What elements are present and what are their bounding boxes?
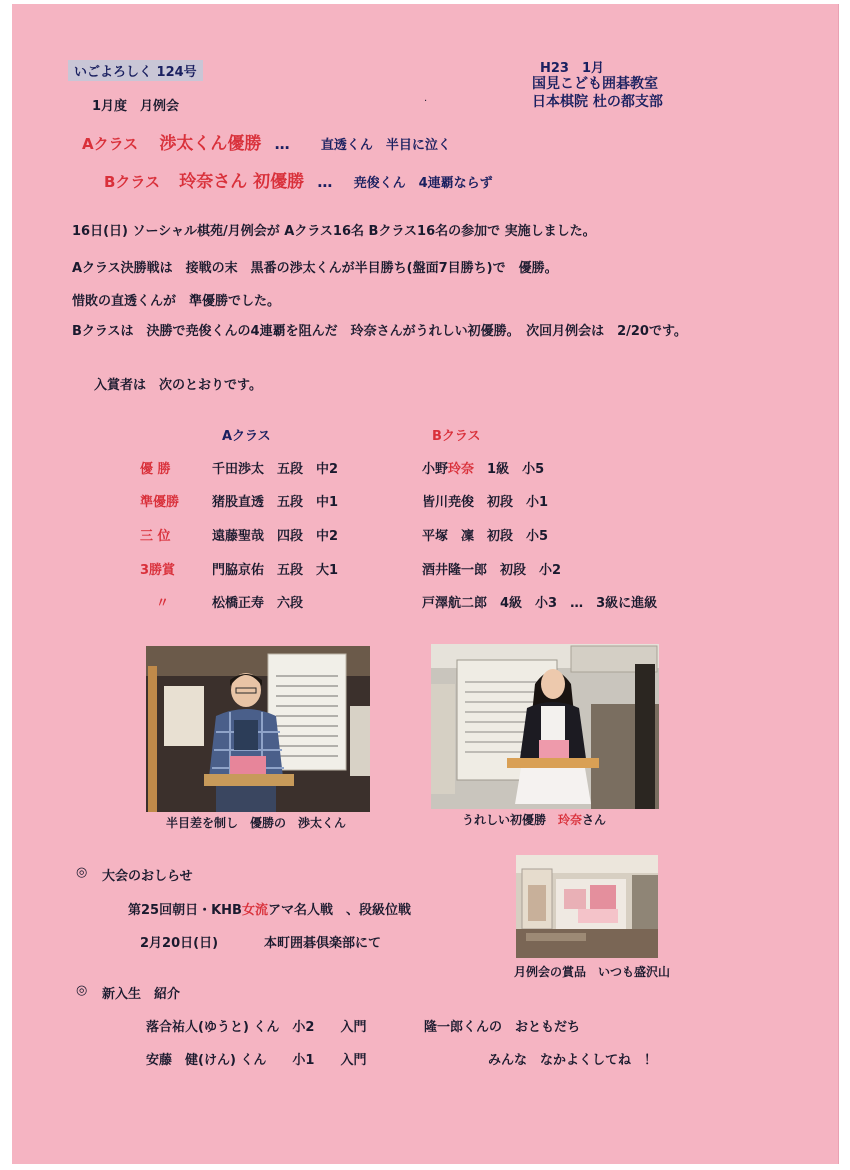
headline-b-class: Bクラス (104, 173, 160, 191)
body-paragraph-1: 16日(日) ソーシャル棋苑/月例会が Aクラス16名 Bクラス16名の参加で 実施しました。 (72, 224, 596, 239)
photo-caption-girl: うれしい初優勝 玲奈さん (462, 813, 607, 827)
rank-label: 三 位 (140, 529, 171, 544)
headline-b-dots: … (317, 173, 333, 191)
winner-photo-girl (431, 644, 659, 809)
headline-a-dots: … (274, 135, 290, 153)
newcomer-row: 安藤 健(けん) くん 小1 入門 (146, 1053, 367, 1068)
photo-caption-prizes: 月例会の賞品 いつも盛沢山 (514, 965, 671, 979)
headline-b (104, 167, 493, 192)
issue-label: いごよろしく 124号 (68, 60, 203, 81)
tournament-marker: ◎ (76, 865, 88, 880)
tournament-title: 大会のおしらせ (102, 869, 193, 884)
issue-date: H23 1月 (540, 61, 605, 76)
prizes-photo-image (516, 855, 658, 958)
winner-a: 千田渉太 五段 中2 (212, 462, 339, 477)
results-header-b: Bクラス (432, 429, 481, 444)
winner-b: 皆川尭俊 初段 小1 (422, 495, 549, 510)
newcomers-title: 新入生 紹介 (102, 987, 181, 1002)
stray-dot: · (424, 96, 428, 107)
newcomer-row: 落合祐人(ゆうと) くん 小2 入門 (146, 1020, 367, 1035)
org-name-line1: 国見こども囲碁教室 (532, 76, 658, 92)
winner-b: 酒井隆一郎 初段 小2 (422, 563, 562, 578)
headline-a-class: Aクラス (82, 135, 139, 153)
rank-label: 優 勝 (140, 462, 171, 477)
headline-a (82, 129, 451, 154)
rank-label: 準優勝 (140, 495, 180, 510)
winner-photo-boy-image (146, 646, 370, 812)
body-paragraph-4: Bクラスは 決勝で尭俊くんの4連覇を阻んだ 玲奈さんがうれしい初優勝。 次回月例会は 2/20です。 (72, 324, 687, 339)
tournament-date: 2月20日(日) (140, 936, 219, 951)
org-name-line2: 日本棋院 杜の都支部 (532, 94, 663, 110)
newcomers-marker: ◎ (76, 983, 88, 998)
photo-caption-boy: 半目差を制し 優勝の 渉太くん (166, 816, 347, 830)
winner-photo-boy (146, 646, 370, 812)
winner-a: 遠藤聖哉 四段 中2 (212, 529, 339, 544)
body-paragraph-2: Aクラス決勝戦は 接戦の末 黒番の渉太くんが半目勝ち(盤面7目勝ち)で 優勝。 (72, 261, 558, 276)
prizes-photo (516, 855, 658, 958)
winner-photo-girl-image (431, 644, 659, 809)
rank-label: 3勝賞 (140, 563, 176, 578)
headline-b-winner: 玲奈さん 初優勝 (179, 172, 305, 192)
winner-a: 松橋正寿 六段 (212, 596, 304, 611)
tournament-venue: 本町囲碁倶楽部にて (264, 936, 382, 951)
newcomer-note: 隆一郎くんの おともだち (424, 1020, 581, 1035)
winner-a: 猪股直透 五段 中1 (212, 495, 339, 510)
newcomer-note: みんな なかよくしてね ！ (488, 1053, 658, 1068)
headline-a-winner: 渉太くん優勝 (159, 134, 262, 154)
body-paragraph-5: 入賞者は 次のとおりです。 (94, 378, 262, 393)
monthly-title: 1月度 月例会 (92, 99, 180, 114)
headline-a-sub: 直透くん 半目に泣く (320, 138, 451, 153)
headline-b-sub: 尭俊くん 4連覇ならず (353, 176, 493, 191)
winner-b: 戸澤航二郎 4級 小3 … 3級に進級 (422, 596, 658, 611)
winner-b: 小野玲奈 1級 小5 (422, 462, 545, 477)
tournament-name: 第25回朝日・KHB女流アマ名人戦 、段級位戦 (128, 903, 411, 918)
results-header-a: Aクラス (222, 429, 271, 444)
body-paragraph-3: 惜敗の直透くんが 準優勝でした。 (72, 294, 281, 309)
winner-a: 門脇京佑 五段 大1 (212, 563, 339, 578)
winner-b: 平塚 凜 初段 小5 (422, 529, 549, 544)
rank-label: 〃 (156, 596, 170, 611)
